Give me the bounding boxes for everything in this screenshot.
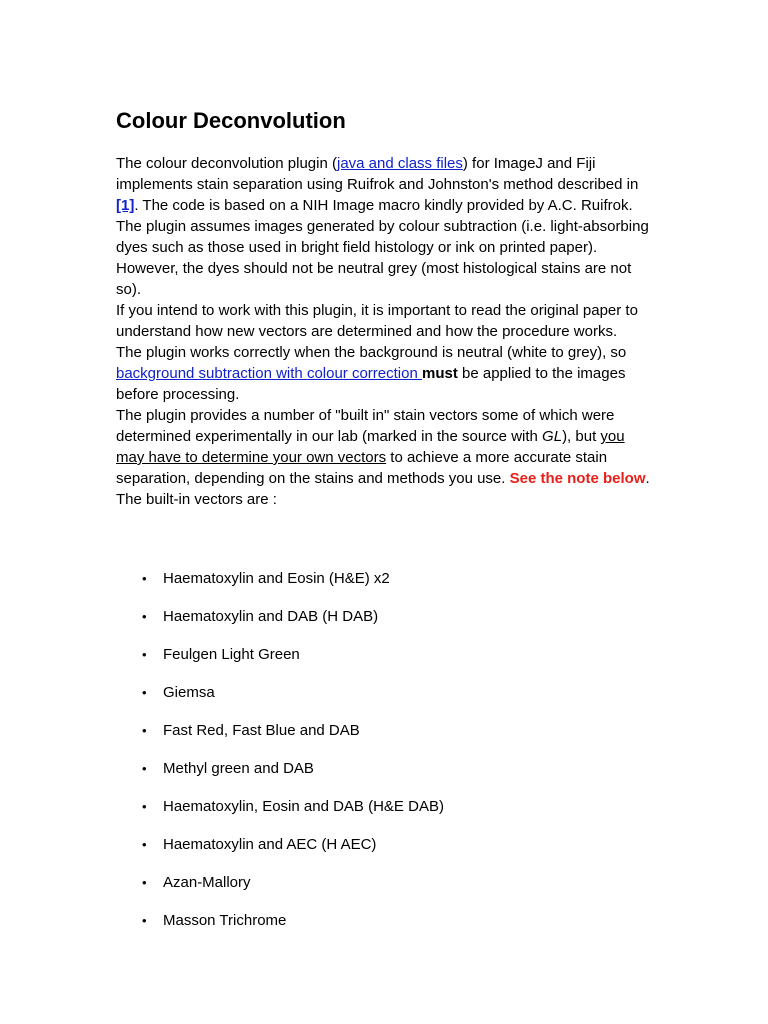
bullet-icon: • <box>142 913 147 928</box>
vector-list <box>116 568 656 948</box>
intro-text-2: ) for ImageJ and Fiji implements stain separation using Ruifrok and Johnston's method described in <box>116 155 639 193</box>
own-vectors-underlined: you may have to determine your own vectors <box>116 428 625 466</box>
reference-1-link[interactable]: [1] <box>116 197 135 214</box>
vector-list-intro: The built-in vectors are : <box>116 491 277 508</box>
vector-name: Masson Trichrome <box>163 912 287 929</box>
vector-name: Fast Red, Fast Blue and DAB <box>163 722 360 739</box>
built-in-vectors-paragraph <box>116 405 656 489</box>
vector-list-item <box>116 796 656 834</box>
bullet-icon: • <box>142 647 147 662</box>
background-subtraction-link[interactable]: background subtraction with colour correction <box>116 365 422 382</box>
vector-name: Azan-Mallory <box>163 874 251 891</box>
vector-list-item <box>116 644 656 682</box>
bullet-icon: • <box>142 837 147 852</box>
bullet-icon: • <box>142 723 147 738</box>
see-note-below: See the note below <box>509 470 646 487</box>
vector-list-item <box>116 872 656 910</box>
must-emphasis: must <box>422 365 458 382</box>
bullet-icon: • <box>142 609 147 624</box>
vector-name: Feulgen Light Green <box>163 646 300 663</box>
bullet-icon: • <box>142 571 147 586</box>
vectors-text-4: . <box>645 470 650 487</box>
bullet-icon: • <box>142 761 147 776</box>
vector-list-item <box>116 568 656 606</box>
bullet-icon: • <box>142 799 147 814</box>
vector-list-item <box>116 720 656 758</box>
vector-name: Haematoxylin and DAB (H DAB) <box>163 608 379 625</box>
bullet-icon: • <box>142 685 147 700</box>
vectors-text-3: to achieve a more accurate stain separation, depending on the stains and methods you use. <box>116 449 608 487</box>
vector-name: Haematoxylin and AEC (H AEC) <box>163 836 377 853</box>
background-text-1: The plugin works correctly when the background is neutral (white to grey), so <box>116 344 627 361</box>
intro-text-3: . The code is based on a NIH Image macro kindly provided by A.C. Ruifrok. <box>134 197 633 214</box>
vector-name: Haematoxylin and Eosin (H&E) x2 <box>163 570 390 587</box>
java-class-files-link[interactable]: java and class files <box>336 155 463 172</box>
vector-list-item <box>116 834 656 872</box>
vector-list-item <box>116 758 656 796</box>
vector-list-item <box>116 910 656 948</box>
read-paper-paragraph: If you intend to work with this plugin, it is important to read the original paper to understand how new vectors are determined and how the procedure works. <box>116 302 638 340</box>
intro-paragraph <box>116 153 656 216</box>
vectors-text-1: The plugin provides a number of "built in" stain vectors some of which were determined experimentally in our lab (marked in the source with <box>116 407 615 445</box>
gl-marker: GL <box>542 428 563 445</box>
vector-name: Methyl green and DAB <box>163 760 314 777</box>
vectors-text-2: ), but <box>562 428 601 445</box>
vector-list-item <box>116 682 656 720</box>
background-text-2: be applied to the images before processing. <box>116 365 626 403</box>
vector-name: Giemsa <box>163 684 215 701</box>
vector-name: Haematoxylin, Eosin and DAB (H&E DAB) <box>163 798 444 815</box>
background-paragraph <box>116 342 656 405</box>
page-title: Colour Deconvolution <box>116 108 346 133</box>
intro-text-1: The colour deconvolution plugin ( <box>116 155 337 172</box>
bullet-icon: • <box>142 875 147 890</box>
assumption-paragraph: The plugin assumes images generated by colour subtraction (i.e. light-absorbing dyes such as those used in bright field histology or ink on printed paper). However, the dyes should not be neutral grey (most histological stains are not so). <box>116 218 649 298</box>
vector-list-item <box>116 606 656 644</box>
document-body <box>116 153 656 510</box>
